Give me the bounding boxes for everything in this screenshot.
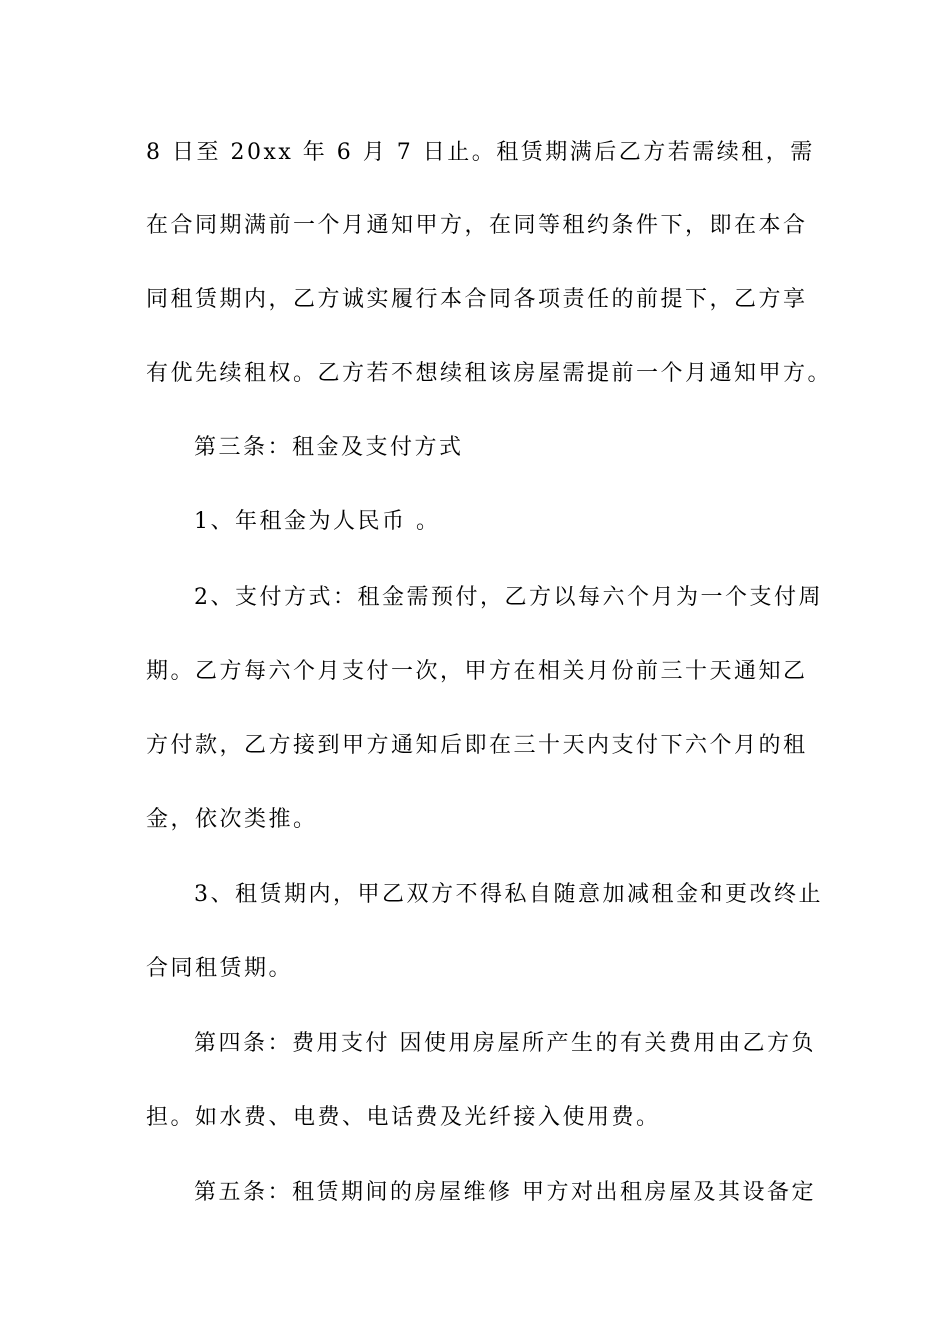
section-heading: 第四条：费用支付 因使用房屋所产生的有关费用由乙方负 — [194, 1031, 816, 1056]
text-line: 有优先续租权。乙方若不想续租该房屋需提前一个月通知甲方。 — [146, 361, 833, 386]
section-heading: 第五条：租赁期间的房屋维修 甲方对出租房屋及其设备定 — [194, 1180, 816, 1205]
text-line: 金，依次类推。 — [146, 807, 318, 832]
text-line: 在合同期满前一个月通知甲方，在同等租约条件下，即在本合 — [146, 213, 808, 238]
clause-item: 2、支付方式：租金需预付，乙方以每六个月为一个支付周 — [194, 585, 823, 610]
text-line: 方付款，乙方接到甲方通知后即在三十天内支付下六个月的租 — [146, 733, 808, 758]
text-line: 合同租赁期。 — [146, 956, 294, 981]
text-line: 8 日至 20xx 年 6 月 7 日止。租赁期满后乙方若需续租，需 — [146, 140, 815, 165]
section-heading: 第三条：租金及支付方式 — [194, 435, 464, 460]
clause-item: 3、租赁期内，甲乙双方不得私自随意加减租金和更改终止 — [194, 882, 823, 907]
text-line: 期。乙方每六个月支付一次，甲方在相关月份前三十天通知乙 — [146, 659, 808, 684]
text-line: 担。如水费、电费、电话费及光纤接入使用费。 — [146, 1105, 661, 1130]
text-line: 同租赁期内，乙方诚实履行本合同各项责任的前提下，乙方享 — [146, 287, 808, 312]
clause-item: 1、年租金为人民币 。 — [194, 509, 441, 534]
